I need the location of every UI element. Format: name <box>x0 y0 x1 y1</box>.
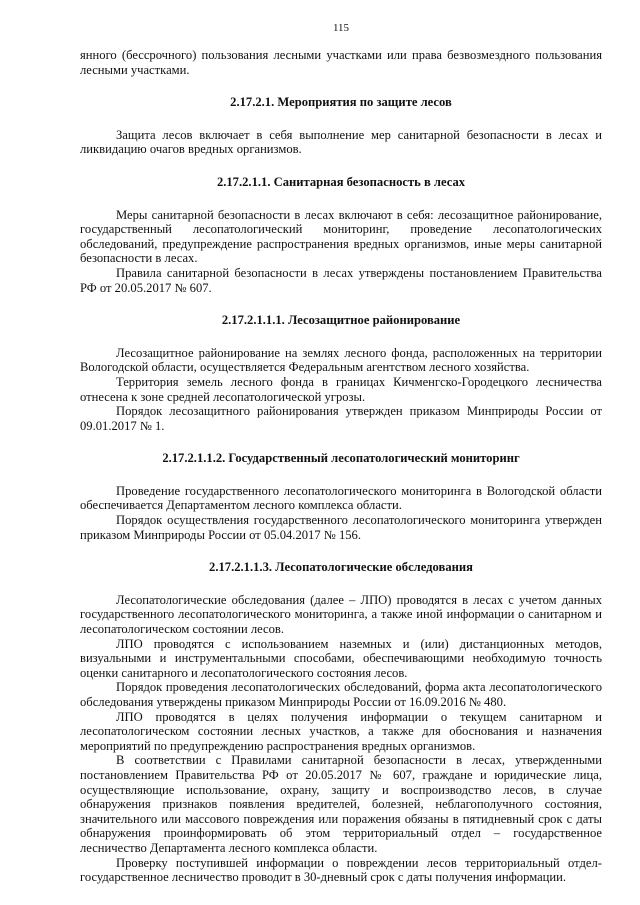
spacer <box>80 77 602 95</box>
paragraph: Защита лесов включает в себя выполнение мер санитарной безопасности в лесах и ликвидацию очагов вредных организмов. <box>80 127 602 157</box>
spacer <box>80 433 602 451</box>
paragraph: ЛПО проводятся с использованием наземных и (или) дистанционных методов, визуальными и инструментальными способами, обеспечивающими необходимую точность оценки санитарного и лесопатологического состояния лесов. <box>80 636 602 680</box>
spacer <box>80 328 602 346</box>
section-heading: 2.17.2.1.1.1. Лесозащитное районирование <box>221 313 461 328</box>
paragraph: ЛПО проводятся в целях получения информации о текущем санитарном и лесопатологическом состоянии лесных участков, а также для обоснования и назначения мероприятий по предупреждению распространения вредных организмов. <box>80 709 602 753</box>
spacer <box>80 575 602 593</box>
spacer <box>80 110 602 128</box>
section-heading: 2.17.2.1.1.2. Государственный лесопатологический мониторинг <box>162 451 520 466</box>
section-heading: 2.17.2.1. Мероприятия по защите лесов <box>230 95 452 110</box>
paragraph: Меры санитарной безопасности в лесах включают в себя: лесозащитное районирование, государственный лесопатологический мониторинг, проведение лесопатологических обследований, предупреждение распространения вредных организмов, иные меры санитарной безопасности в лесах. <box>80 207 602 266</box>
spacer <box>80 466 602 484</box>
section-heading: 2.17.2.1.1.3. Лесопатологические обследования <box>209 560 473 575</box>
paragraph: Проверку поступившей информации о повреждении лесов территориальный отдел-государственное лесничество проводит в 30-дневный срок с даты получения информации. <box>80 855 602 885</box>
paragraph: Проведение государственного лесопатологического мониторинга в Вологодской области обеспечивается Департаментом лесного комплекса области. <box>80 483 602 513</box>
page-number: 115 <box>332 22 350 34</box>
spacer <box>80 542 602 560</box>
spacer <box>80 295 602 313</box>
paragraph: Порядок проведения лесопатологических обследований, форма акта лесопатологического обследования утверждены приказом Минприроды России от 16.09.2016 № 480. <box>80 680 602 709</box>
paragraph: Лесозащитное районирование на землях лесного фонда, расположенных на территории Вологодской области, осуществляется Федеральным агентством лесного хозяйства. <box>80 345 602 375</box>
paragraph: Порядок лесозащитного районирования утвержден приказом Минприроды России от 09.01.2017 № 1. <box>80 404 602 433</box>
spacer <box>80 157 602 175</box>
paragraph: янного (бессрочного) пользования лесными участками или права безвозмездного пользования лесными участками. <box>80 48 602 77</box>
document-body <box>80 48 602 885</box>
paragraph: Территория земель лесного фонда в границах Кичменгско-Городецкого лесничества отнесена к зоне средней лесопатологической угрозы. <box>80 374 602 404</box>
paragraph: Лесопатологические обследования (далее – ЛПО) проводятся в лесах с учетом данных государственного лесопатологического мониторинга, а также иной информации о санитарном и лесопатологическом состоянии лесов. <box>80 592 602 637</box>
section-heading: 2.17.2.1.1. Санитарная безопасность в лесах <box>216 174 466 189</box>
paragraph: В соответствии с Правилами санитарной безопасности в лесах, утвержденными постановлением Правительства РФ от 20.05.2017 № 607, граждане и юридические лица, осуществляющие использование, охрану, защиту и воспроизводство лесов, в случае обнаружения признаков появления вредителей, болезней, неблагополучного состояния, значительного или массового повреждения или поражения обязаны в пятидневный срок с даты обнаружения проинформировать об этом территориальный отдел – государственное лесничество Департамента лесного комплекса области. <box>80 753 602 855</box>
paragraph: Правила санитарной безопасности в лесах утверждены постановлением Правительства РФ от 20.05.2017 № 607. <box>80 265 602 295</box>
spacer <box>80 190 602 208</box>
paragraph: Порядок осуществления государственного лесопатологического мониторинга утвержден приказом Минприроды России от 05.04.2017 № 156. <box>80 513 602 542</box>
